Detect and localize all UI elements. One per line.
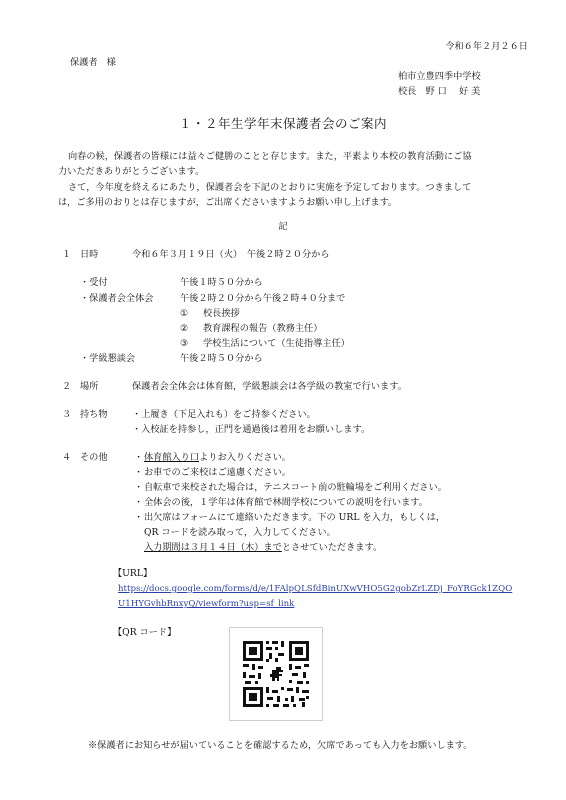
principal-name: 校長 野 口 好 美 bbox=[398, 86, 481, 97]
agenda-item-1-text: 校長挨拶 bbox=[203, 308, 240, 319]
agenda-item-2-text: 教育課程の報告（教務主任） bbox=[203, 323, 323, 334]
qr-code-frame bbox=[229, 627, 323, 721]
gym-entrance-text: 体育館入り口 bbox=[144, 452, 200, 463]
intro-paragraph-2-line-1: さて，今年度を終えるにあたり，保護者会を下記のとおりに実施を予定しております。つきまして bbox=[68, 182, 472, 193]
deadline-text: 入力期間は３月１４日（木）まで bbox=[144, 542, 282, 553]
section-1-label: 日時 bbox=[80, 249, 99, 260]
intro-paragraph-1-line-1: 向春の候，保護者の皆様には益々ご健勝のことと存じます。また，平素より本校の教育活動にご協 bbox=[68, 151, 472, 162]
document-date: 令和６年２月２６日 bbox=[445, 41, 528, 52]
other-item-5-line-3 bbox=[144, 541, 382, 554]
ki-heading: 記 bbox=[278, 221, 288, 232]
bullet-marker: ・ bbox=[134, 467, 144, 478]
agenda-item-1-number: ① bbox=[180, 308, 189, 319]
zentai-time: 午後２時２０分から午後２時４０分まで bbox=[180, 293, 346, 304]
section-2-value: 保護者会全体会は体育館，学級懇談会は各学級の教室で行います。 bbox=[132, 381, 407, 392]
gakkyu-time: 午後２時５０分から bbox=[180, 353, 263, 364]
intro-paragraph-2-line-2: は，ご多用のおりとは存じますが，ご出席くださいますようお願い申し上げます。 bbox=[58, 197, 398, 208]
page-title: １・２年生学年末保護者会のご案内 bbox=[178, 116, 387, 131]
other-item-5-line-1: 出欠席はフォームにて連絡いただきます。下の URL を入力，もしくは， bbox=[144, 512, 446, 523]
agenda-item-3-number: ③ bbox=[180, 338, 189, 349]
intro-paragraph-1-line-2: 力いただきありがとうございます。 bbox=[58, 166, 205, 177]
section-1-number: １ bbox=[62, 249, 72, 260]
qr-label: 【QR コード】 bbox=[113, 627, 177, 638]
form-url-link-line-1[interactable]: https://docs.google.com/forms/d/e/1FAlpQLSfdBinUXwVHO5G2gobZrLZDj_FoYRGck1ZQO bbox=[118, 584, 513, 594]
belongings-item-2: ・入校証を持参し，正門を通過後は着用をお願いします。 bbox=[132, 424, 371, 435]
uketsuke-time: 午後１時５０分から bbox=[180, 277, 263, 288]
other-item-3 bbox=[134, 481, 447, 494]
belongings-item-1: ・上履き（下足入れも）をご持参ください。 bbox=[132, 409, 316, 420]
zentai-label: ・保護者会全体会 bbox=[80, 293, 154, 304]
section-2-number: ２ bbox=[62, 381, 72, 392]
other-item-5-line-2: QR コードを読み取って，入力してください。 bbox=[144, 527, 336, 538]
qr-code-image[interactable] bbox=[230, 628, 322, 720]
bullet-marker: ・ bbox=[134, 452, 144, 463]
gakkyu-label: ・学級懇談会 bbox=[80, 353, 136, 364]
section-4-label: その他 bbox=[80, 452, 108, 463]
other-item-1-rest: よりお入りください。 bbox=[199, 452, 291, 463]
url-label: 【URL】 bbox=[113, 568, 153, 579]
school-name: 柏市立豊四季中学校 bbox=[398, 71, 481, 82]
other-item-5 bbox=[134, 511, 445, 524]
deadline-rest: とさせていただきます。 bbox=[281, 542, 383, 553]
bullet-marker: ・ bbox=[134, 512, 144, 523]
bullet-marker: ・ bbox=[134, 482, 144, 493]
uketsuke-label: ・受付 bbox=[80, 277, 108, 288]
bullet-marker: ・ bbox=[134, 497, 144, 508]
section-3-label: 持ち物 bbox=[80, 409, 108, 420]
addressee: 保護者 様 bbox=[70, 57, 116, 68]
section-4-number: ４ bbox=[62, 452, 72, 463]
other-item-2 bbox=[134, 466, 291, 479]
section-1-datetime: 令和６年３月１９日（火） 午後２時２０分から bbox=[132, 249, 330, 260]
other-item-4 bbox=[134, 496, 428, 509]
other-item-2-text: お車でのご来校はご遠慮ください。 bbox=[144, 467, 291, 478]
other-item-1 bbox=[134, 451, 291, 464]
section-2-label: 場所 bbox=[80, 381, 99, 392]
agenda-item-2-number: ② bbox=[180, 323, 189, 334]
other-item-3-text: 自転車で来校された場合は，テニスコート前の駐輪場をご利用ください。 bbox=[144, 482, 447, 493]
form-url-link-line-2[interactable]: U1HYGvhbRnxyQ/viewform?usp=sf_link bbox=[118, 599, 295, 609]
agenda-item-3-text: 学校生活について（生徒指導主任） bbox=[203, 338, 350, 349]
section-3-number: ３ bbox=[62, 409, 72, 420]
other-item-4-text: 全体会の後，１学年は体育館で林間学校についての説明を行います。 bbox=[144, 497, 428, 508]
footer-note: ※保護者にお知らせが届いていることを確認するため，欠席であっても入力をお願いします。 bbox=[88, 740, 473, 751]
